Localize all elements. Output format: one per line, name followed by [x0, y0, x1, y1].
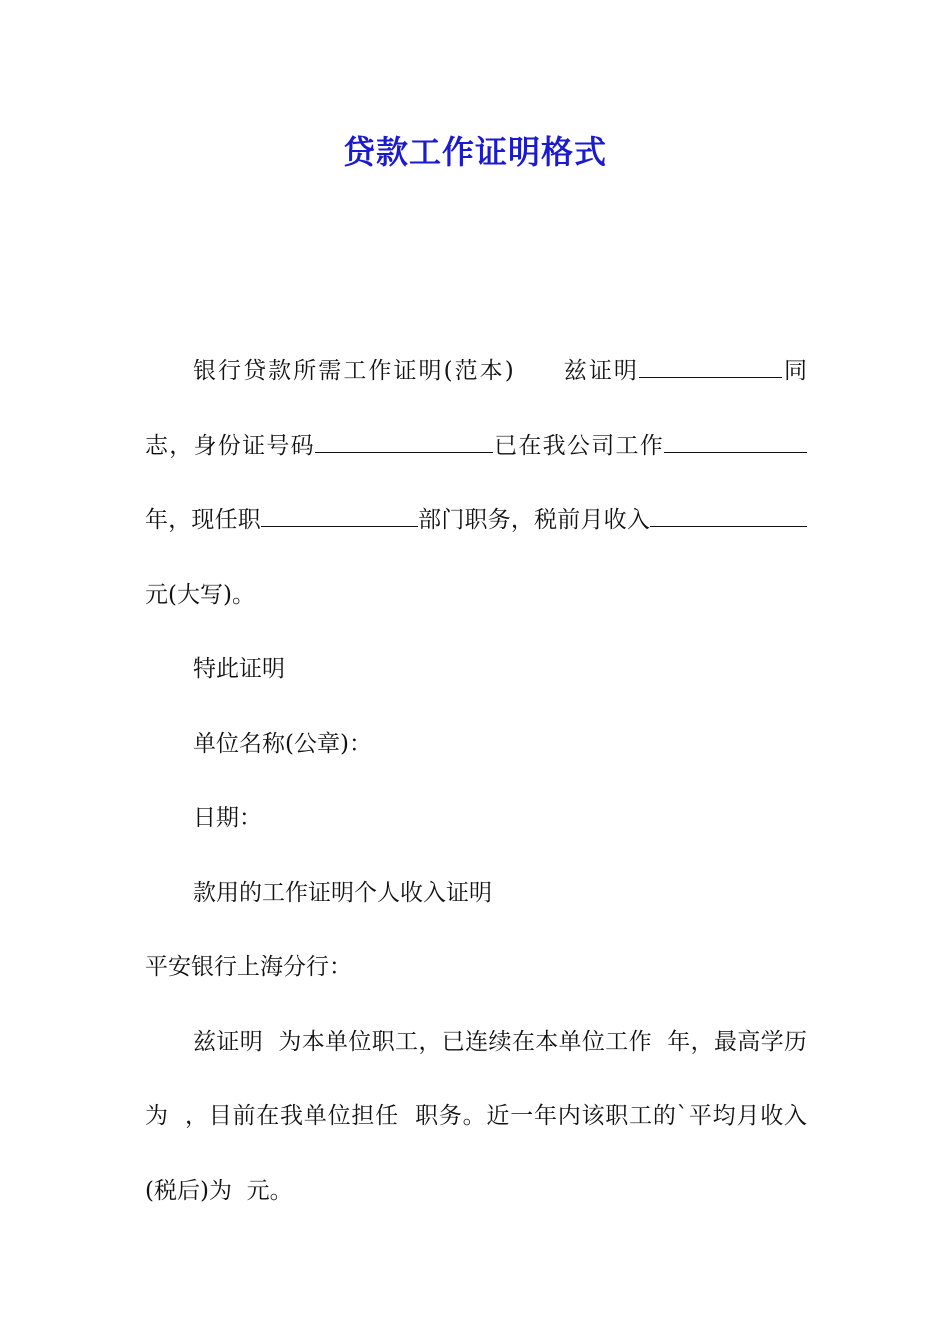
yuan-text: 元(大写)。 — [145, 581, 255, 608]
income-certificate-paragraph: 兹证明 为本单位职工，已连续在本单位工作 年，最高学历为 ，目前在我单位担任 职务。近一年内该职工的`平均月收入(税后)为 元。 — [145, 1028, 807, 1204]
year-current-text: 年，现任职 — [145, 507, 261, 533]
dept-text: 部门职务，税前月收入 — [417, 507, 650, 533]
document-title: 贷款工作证明格式 — [342, 133, 607, 171]
name-blank — [639, 353, 782, 378]
id-number-blank — [315, 427, 493, 452]
unit-name-line: 单位名称(公章)： — [193, 730, 372, 757]
department-blank — [261, 502, 418, 527]
comrade-text: 同志，身份证号码 — [145, 358, 807, 459]
worked-text: 已在我公司工作 — [492, 432, 665, 459]
income-blank — [650, 502, 793, 527]
special-certify-line: 特此证明 — [193, 656, 285, 682]
income-blank-tail — [793, 502, 807, 527]
years-blank — [664, 427, 807, 452]
addressee-line: 平安银行上海分行： — [145, 954, 352, 980]
intro-text: 银行贷款所需工作证明(范本) — [193, 358, 514, 384]
certify-text: 兹证明 — [561, 358, 639, 384]
date-line: 日期： — [193, 805, 262, 831]
certificate-paragraph — [145, 334, 807, 632]
section-heading: 款用的工作证明个人收入证明 — [193, 879, 492, 906]
document-body — [145, 334, 807, 1228]
